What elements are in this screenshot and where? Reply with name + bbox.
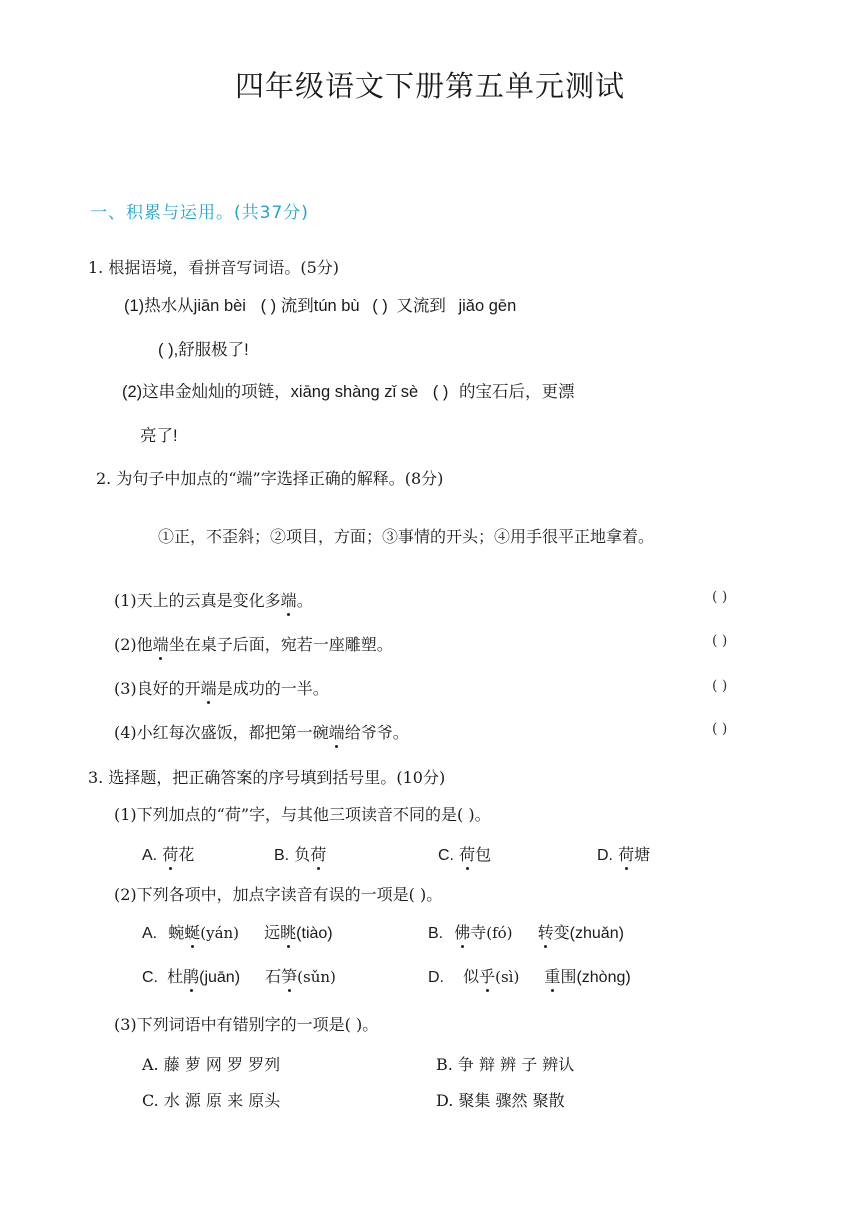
q2-item (114, 632, 393, 655)
q1-text: 的宝石后，更漂 (458, 383, 575, 401)
pinyin: (zhòng) (576, 969, 631, 986)
pinyin: (juān) (199, 969, 241, 986)
q3-sub2-stem: (2)下列各项中，加点字读音有误的一项是( )。 (114, 885, 443, 904)
page-title: 四年级语文下册第五单元测试 (234, 69, 625, 103)
option-text: 围 (560, 967, 577, 986)
q3-sub1-option-a[interactable] (142, 842, 194, 865)
option-text: 花 (178, 845, 195, 864)
option-label: B. (274, 847, 290, 864)
q3-sub1-option-d[interactable] (597, 842, 650, 865)
option-label: B. (428, 925, 444, 942)
q1-text: 又流到 (396, 297, 446, 315)
option-text: 寺 (470, 923, 487, 942)
answer-blank[interactable]: ( ) (158, 341, 174, 359)
dotted-char: 荷 (162, 842, 178, 865)
item-text: (4)小红每次盛饭，都把第一碗 (114, 723, 329, 742)
item-text: 是成功的一半。 (216, 679, 329, 698)
q1-text: (2)这串金灿灿的项链， (122, 383, 291, 401)
option-label: C. (142, 969, 158, 986)
option-text: 负 (294, 845, 311, 864)
dotted-char: 荷 (459, 842, 475, 865)
option-text: 塘 (634, 845, 651, 864)
section-heading: 一、积累与运用。(共37分) (90, 203, 309, 223)
dotted-char: 蜒 (184, 920, 200, 943)
item-text: 给爷爷。 (344, 723, 409, 742)
question-1-line-4: 亮了! (140, 427, 178, 445)
item-text: (1)天上的云真是变化多 (114, 591, 281, 610)
dotted-char: 眺 (280, 920, 296, 943)
pinyin: (tiào) (296, 925, 333, 942)
option-text: 远 (264, 923, 281, 942)
answer-blank[interactable]: ( ) (260, 297, 277, 315)
question-1-stem: 1. 根据语境，看拼音写词语。(5分) (88, 258, 340, 277)
q3-sub1-option-c[interactable] (438, 842, 491, 865)
dotted-char: 佛 (454, 920, 470, 943)
pinyin: (fó) (486, 924, 513, 942)
question-1-line-1 (124, 292, 516, 316)
q3-sub3-option-b[interactable]: B. 争 辩 辨 子 辨认 (436, 1055, 575, 1074)
question-2-stem: 2. 为句子中加点的“端”字选择正确的解释。(8分) (96, 469, 444, 488)
q2-item (114, 676, 329, 699)
q2-item (114, 720, 409, 743)
pinyin: (zhuǎn) (569, 925, 624, 942)
q3-sub3-option-d[interactable]: D. 聚集 骤然 聚散 (436, 1091, 565, 1110)
question-1-line-2 (158, 336, 249, 360)
q3-sub3-option-c[interactable]: C. 水 源 原 来 原头 (142, 1091, 281, 1110)
option-label: C. (438, 847, 454, 864)
option-label: D. (597, 847, 613, 864)
q1-text: ,舒服极了! (173, 341, 249, 359)
item-text: (3)良好的开 (114, 679, 201, 698)
q3-sub1-option-b[interactable] (274, 842, 326, 865)
q3-sub2-option-a[interactable] (142, 920, 333, 943)
pinyin: tún bù (313, 297, 360, 315)
q3-sub3-stem: (3)下列词语中有错别字的一项是( )。 (114, 1015, 379, 1034)
q3-sub2-option-b[interactable] (428, 920, 624, 943)
q1-text: 流到 (280, 297, 314, 315)
question-1-line-3 (122, 378, 574, 402)
dotted-char: 重 (544, 964, 560, 987)
pinyin: jiān bèi (193, 297, 246, 315)
dotted-char: 乎 (479, 964, 495, 987)
option-text: 包 (475, 845, 492, 864)
option-text: 蜿 (168, 923, 185, 942)
dotted-char: 转 (538, 920, 554, 943)
option-label: A. (142, 925, 158, 942)
item-text: 。 (296, 591, 313, 610)
pinyin: (sǔn) (297, 968, 336, 986)
option-text: 变 (553, 923, 570, 942)
question-3-stem: 3. 选择题，把正确答案的序号填到括号里。(10分) (88, 768, 446, 787)
dotted-char: 鹃 (183, 964, 199, 987)
answer-paren[interactable]: ( ) (712, 633, 728, 649)
option-label: A. (142, 847, 158, 864)
dotted-char: 端 (201, 676, 217, 699)
pinyin: (yán) (200, 924, 240, 942)
q2-item (114, 588, 313, 611)
pinyin: (sì) (495, 968, 520, 986)
dotted-char: 端 (329, 720, 345, 743)
q3-sub1-stem: (1)下列加点的“荷”字，与其他三项读音不同的是( )。 (114, 805, 491, 824)
answer-blank[interactable]: ( ) (432, 383, 449, 401)
answer-paren[interactable]: ( ) (712, 678, 728, 694)
dotted-char: 端 (153, 632, 169, 655)
pinyin: jiǎo gēn (458, 297, 517, 315)
item-text: 坐在桌子后面，宛若一座雕塑。 (168, 635, 393, 654)
answer-paren[interactable]: ( ) (712, 721, 728, 737)
option-text: 似 (463, 967, 480, 986)
answer-paren[interactable]: ( ) (712, 589, 728, 605)
pinyin: xiāng shàng zǐ sè (290, 383, 419, 401)
dotted-char: 端 (281, 588, 297, 611)
option-text: 杜 (167, 967, 184, 986)
q3-sub2-option-d[interactable] (428, 964, 631, 987)
dotted-char: 荷 (310, 842, 326, 865)
dotted-char: 笋 (281, 964, 297, 987)
q1-text: (1)热水从 (124, 297, 194, 315)
dotted-char: 荷 (618, 842, 634, 865)
q3-sub3-option-a[interactable]: A. 藤 萝 网 罗 罗列 (142, 1055, 281, 1074)
item-text: (2)他 (114, 635, 153, 654)
option-label: D. (428, 969, 444, 986)
option-text: 石 (265, 967, 282, 986)
definition-options: ①正，不歪斜；②项目，方面；③事情的开头；④用手很平正地拿着。 (158, 527, 655, 546)
answer-blank[interactable]: ( ) (372, 297, 388, 315)
q3-sub2-option-c[interactable] (142, 964, 336, 987)
